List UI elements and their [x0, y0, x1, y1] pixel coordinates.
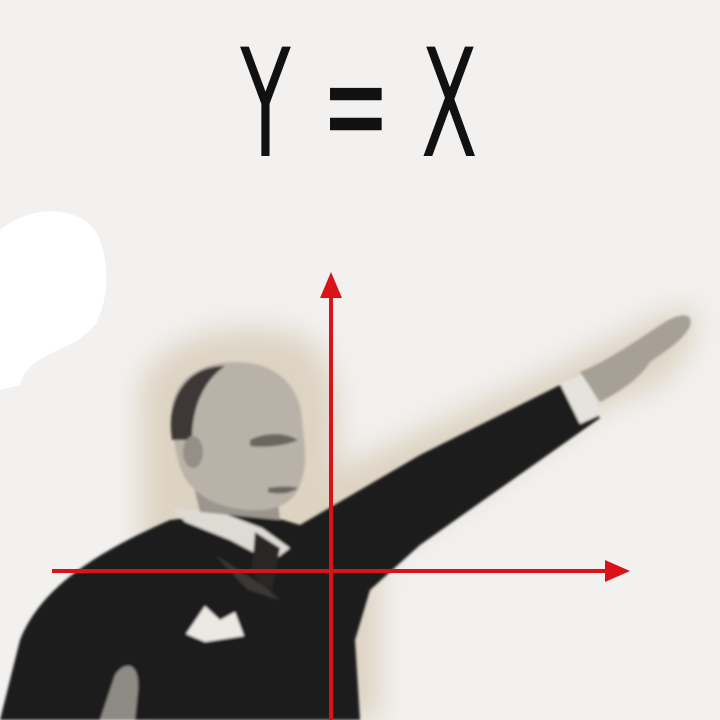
ear	[183, 436, 203, 468]
equation-title: Y = X	[240, 18, 480, 192]
arrow-right-icon	[605, 560, 630, 582]
white-blob-shape	[0, 211, 106, 390]
saluting-man-figure	[0, 315, 691, 720]
arrow-up-icon	[320, 272, 342, 298]
